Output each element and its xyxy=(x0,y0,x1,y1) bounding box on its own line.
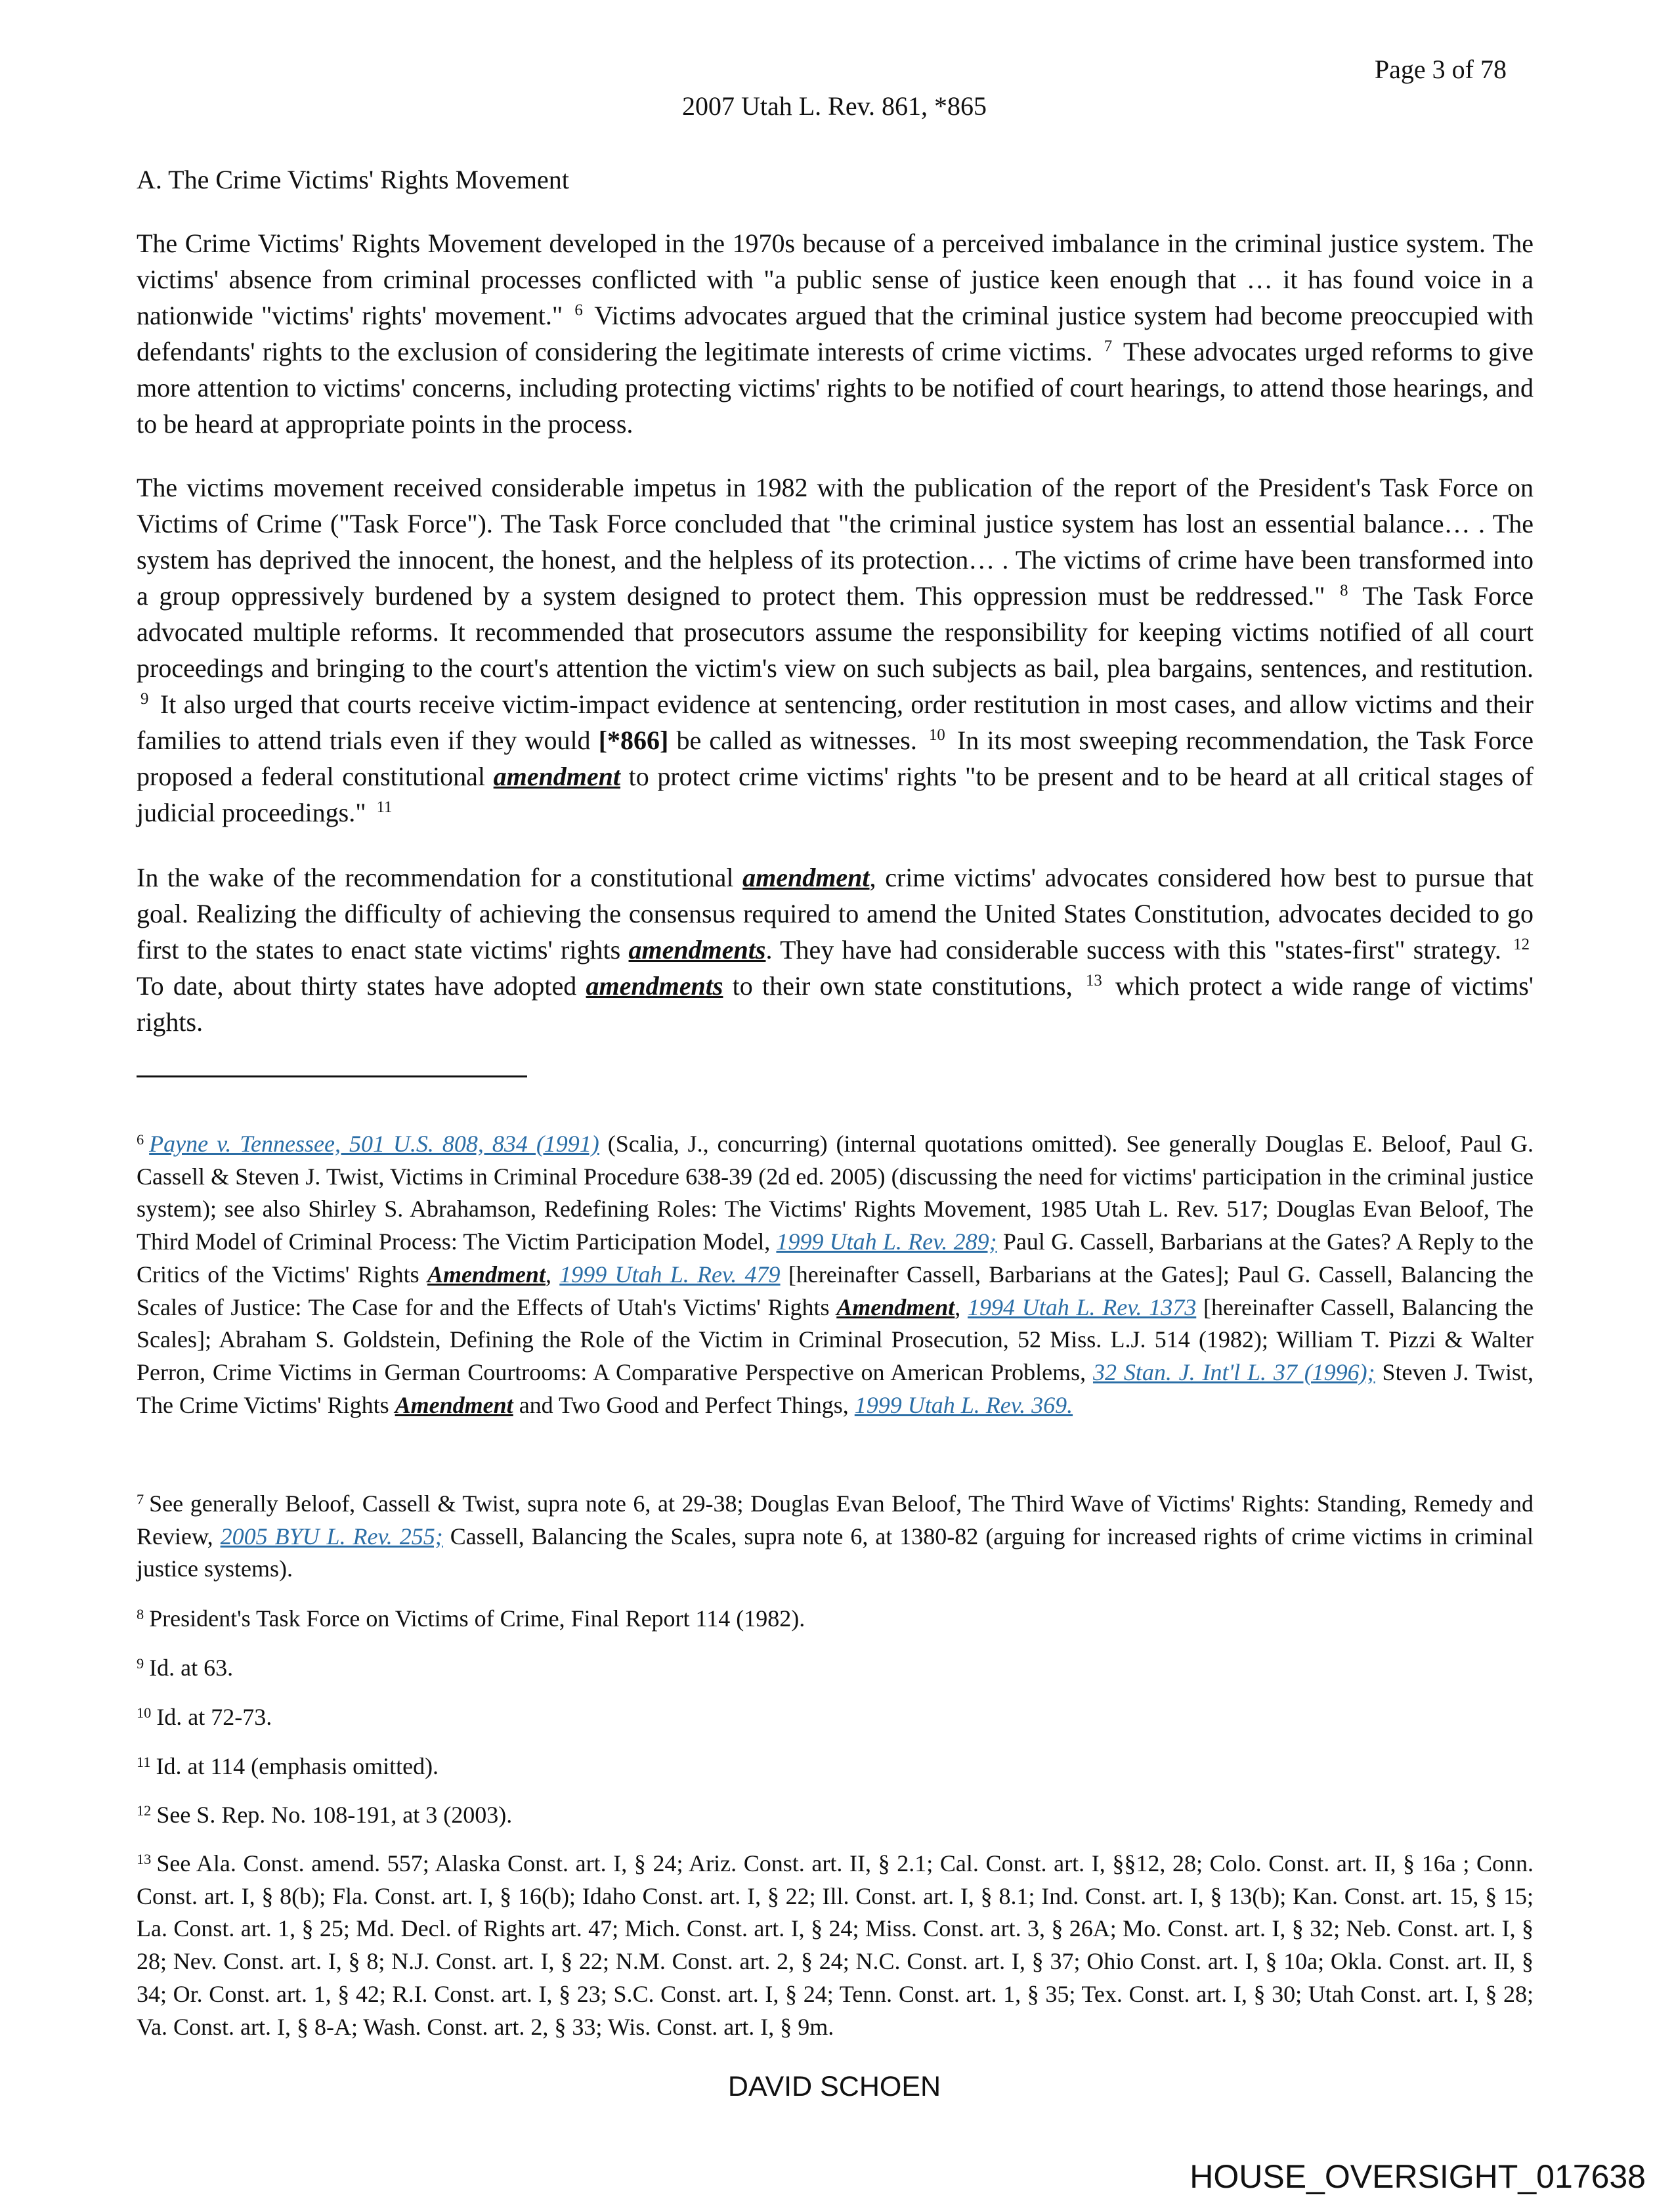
footnote-number: 9 xyxy=(137,1655,144,1672)
footer-name: DAVID SCHOEN xyxy=(727,2071,941,2102)
text-run: In its most sweeping recommendation, the Task Force proposed a federal constitutional xyxy=(137,726,1534,791)
text-run: The Crime Victims' Rights Movement developed in the 1970s because of a perceived imbalance in the criminal justice system. The victims' absence from criminal processes conflicted with "a public sense of justice keen enough that … it has found voice in a nationwide "victims' rights' movement." xyxy=(137,228,1534,330)
footnote-reference[interactable]: 6 xyxy=(574,301,583,320)
text-run: It also urged that courts receive victim-impact evidence at sentencing, order restitution in most cases, and allow victims and their families to attend trials even if they would xyxy=(137,689,1534,755)
footnote xyxy=(137,1750,1534,1783)
text-run: [hereinafter Cassell, Barbarians at the Gates]; Paul G. Cassell, Balancing the Scales of Justice: The Case for and the Effects of Utah's Victims' Rights xyxy=(137,1261,1534,1320)
footnote xyxy=(137,1652,1534,1685)
footnote-number: 7 xyxy=(137,1490,144,1507)
text-run: The victims movement received considerable impetus in 1982 with the publication of the report of the President's Task Force on Victims of Crime ("Task Force"). The Task Force concluded that "the criminal justice system has lost an essential balance… . The system has deprived the innocent, the honest, and the helpless of its protection… . The victims of crime have been transformed into a group oppressively burdened by a system designed to protect them. This oppression must be reddressed." xyxy=(137,473,1534,611)
citation-link[interactable]: Payne v. Tennessee, 501 U.S. 808, 834 (1991) xyxy=(149,1131,599,1157)
footnote-number: 12 xyxy=(137,1802,152,1819)
text-run: , xyxy=(955,1293,968,1320)
text-run: These advocates urged reforms to give more attention to victims' concerns, including protecting victims' rights to be notified of court hearings, to attend those hearings, and to be heard at appropriate points in the process. xyxy=(137,337,1534,439)
footnote xyxy=(137,1799,1534,1832)
footnote xyxy=(137,1488,1534,1586)
amendment-term: amendment xyxy=(742,863,870,892)
text-run: . They have had considerable success with this "states-first" strategy. xyxy=(765,935,1510,965)
text-run: To date, about thirty states have adopted xyxy=(137,971,586,1001)
footnote-divider xyxy=(137,1075,527,1077)
text-run: See Ala. Const. amend. 557; Alaska Const. art. I, § 24; Ariz. Const. art. II, § 2.1; Cal. Const. art. I, §§12, 28; Colo. Const. art. II, § 16a ; Conn. Const. art. I, § 8(b); Fla. Const. art. I, § 16(b); Idaho Const. art. I, § 22; Ill. Const. art. I, § 8.1; Ind. Const. art. I, § 13(b); Kan. Const. art. 15, § 15; La. Const. art. 1, § 25; Md. Decl. of Rights art. 47; Mich. Const. art. I, § 24; Miss. Const. art. 3, § 26A; Mo. Const. art. I, § 32; Neb. Const. art. I, § 28; Nev. Const. art. I, § 8; N.J. Const. art. I, § 22; N.M. Const. art. 2, § 24; N.C. Const. art. I, § 37; Ohio Const. art. I, § 10a; Okla. Const. art. II, § 34; Or. Const. art. 1, § 42; R.I. Const. art. I, § 23; S.C. Const. art. I, § 24; Tenn. Const. art. 1, § 35; Tex. Const. art. I, § 30; Utah Const. art. I, § 28; Va. Const. art. I, § 8-A; Wash. Const. art. 2, § 33; Wis. Const. art. I, § 9m. xyxy=(137,1850,1534,2040)
footnote-number: 11 xyxy=(137,1753,151,1770)
text-run: , xyxy=(545,1261,560,1288)
text-run: In the wake of the recommendation for a constitutional xyxy=(137,863,743,892)
citation-link[interactable]: 1999 Utah L. Rev. 289; xyxy=(776,1228,997,1255)
amendment-term: Amendment xyxy=(836,1293,955,1320)
text-run: [hereinafter Cassell, Balancing the Scales]; Abraham S. Goldstein, Defining the Role of the Victim in Criminal Prosecution, 52 Miss. L.J. 514 (1982); William T. Pizzi & Walter Perron, Crime Victims in German Courtrooms: A Comparative Perspective on American Problems, xyxy=(137,1293,1534,1385)
text-run: Id. at 114 (emphasis omitted). xyxy=(156,1753,439,1779)
section-heading: A. The Crime Victims' Rights Movement xyxy=(137,165,569,194)
text-run: President's Task Force on Victims of Crime, Final Report 114 (1982). xyxy=(149,1605,805,1632)
body-paragraph xyxy=(137,225,1534,442)
text-run: See S. Rep. No. 108-191, at 3 (2003). xyxy=(156,1802,513,1828)
text-run: to their own state constitutions, xyxy=(723,971,1082,1001)
text-run: Victims advocates argued that the criminal justice system had become preoccupied with defendants' rights to the exclusion of considering the legitimate interests of crime victims. xyxy=(137,301,1534,366)
text-run: Steven J. Twist, The Crime Victims' Rights xyxy=(137,1358,1534,1418)
text-run: be called as witnesses. xyxy=(668,726,926,755)
amendment-term: Amendment xyxy=(427,1261,546,1288)
footnote-reference[interactable]: 11 xyxy=(376,798,393,817)
footnote-reference[interactable]: 8 xyxy=(1340,582,1348,600)
footnote-number: 8 xyxy=(137,1605,144,1622)
footnote-number: 6 xyxy=(137,1131,144,1148)
citation-link[interactable]: 2005 BYU L. Rev. 255; xyxy=(220,1523,443,1550)
body-paragraph xyxy=(137,859,1534,1040)
text-run: Cassell, Balancing the Scales, supra note 6, at 1380-82 (arguing for increased rights of crime victims in criminal justice systems). xyxy=(137,1523,1534,1582)
citation-link[interactable]: 32 Stan. J. Int'l L. 37 (1996); xyxy=(1092,1358,1375,1385)
page-indicator: Page 3 of 78 xyxy=(1374,54,1507,84)
bates-number: HOUSE_OVERSIGHT_017638 xyxy=(1190,2158,1646,2195)
citation-link[interactable]: 1999 Utah L. Rev. 369. xyxy=(854,1391,1073,1418)
footnote-reference[interactable]: 10 xyxy=(929,726,945,745)
citation-header: 2007 Utah L. Rev. 861, *865 xyxy=(681,91,987,121)
amendment-term: amendment xyxy=(493,762,620,791)
footnote-reference[interactable]: 12 xyxy=(1513,936,1530,954)
footnote xyxy=(137,1848,1534,2043)
citation-link[interactable]: 1994 Utah L. Rev. 1373 xyxy=(968,1293,1197,1320)
footnote xyxy=(137,1603,1534,1636)
amendment-term: amendments xyxy=(586,971,723,1001)
text-run: Id. at 72-73. xyxy=(156,1704,272,1730)
text-run: and Two Good and Perfect Things, xyxy=(513,1391,855,1418)
amendment-term: amendments xyxy=(628,935,766,965)
text-run: The Task Force advocated multiple reforms. It recommended that prosecutors assume the responsibility for keeping victims notified of all court proceedings and bringing to the court's attention the victim's view on such subjects as bail, plea bargains, sentences, and restitution. xyxy=(137,581,1534,683)
footnote-number: 10 xyxy=(137,1704,152,1721)
text-run: which protect a wide range of victims' rights. xyxy=(137,971,1534,1037)
star-page-marker: [*866] xyxy=(598,726,669,755)
text-run: Paul G. Cassell, Barbarians at the Gates? A Reply to the Critics of the Victims' Rights xyxy=(137,1228,1534,1288)
footnote-reference[interactable]: 9 xyxy=(140,690,149,708)
body-paragraph xyxy=(137,469,1534,831)
footnote-reference[interactable]: 13 xyxy=(1086,972,1102,990)
footnote xyxy=(137,1128,1534,1421)
text-run: to protect crime victims' rights "to be present and to be heard at all critical stages of judicial proceedings." xyxy=(137,762,1534,827)
text-run: (Scalia, J., concurring) (internal quotations omitted). See generally Douglas E. Beloof, Paul G. Cassell & Steven J. Twist, Victims in Criminal Procedure 638-39 (2d ed. 2005) (discussing the need for victims' participation in the criminal justice system); see also Shirley S. Abrahamson, Redefining Roles: The Victims' Rights Movement, 1985 Utah L. Rev. 517; Douglas Evan Beloof, The Third Model of Criminal Process: The Victim Participation Model, xyxy=(137,1131,1534,1255)
text-run: See generally Beloof, Cassell & Twist, supra note 6, at 29-38; Douglas Evan Beloof, The Third Wave of Victims' Rights: Standing, Remedy and Review, xyxy=(137,1490,1534,1550)
amendment-term: Amendment xyxy=(395,1391,513,1418)
footnote-reference[interactable]: 7 xyxy=(1104,337,1113,356)
text-run: Id. at 63. xyxy=(149,1655,234,1681)
citation-link[interactable]: 1999 Utah L. Rev. 479 xyxy=(559,1261,781,1288)
footnote xyxy=(137,1701,1534,1734)
text-run: , crime victims' advocates considered how best to pursue that goal. Realizing the difficulty of achieving the consensus required to amend the United States Constitution, advocates decided to go first to the states to enact state victims' rights xyxy=(137,863,1534,965)
footnote-number: 13 xyxy=(137,1850,152,1867)
